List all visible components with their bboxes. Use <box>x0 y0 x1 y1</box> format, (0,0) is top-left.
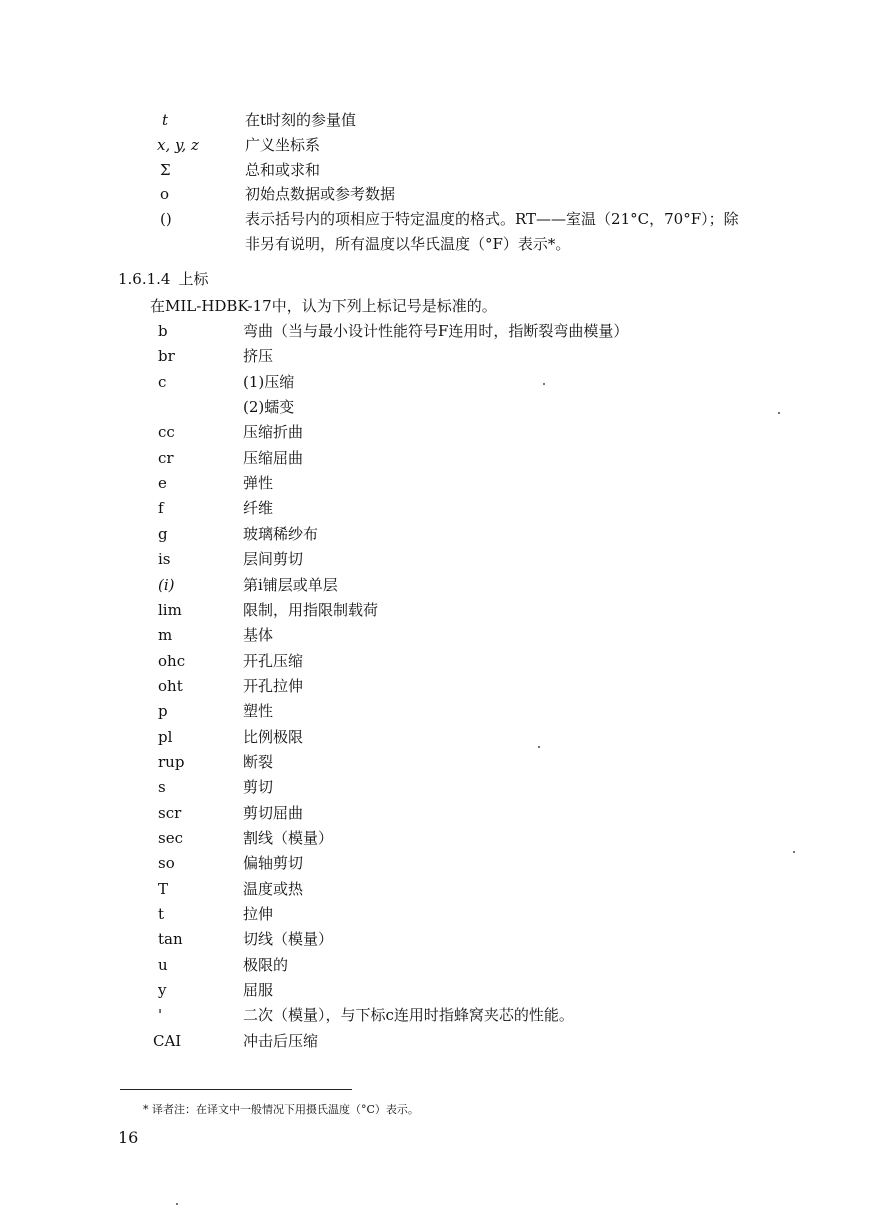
scan-speck <box>793 851 795 853</box>
superscript-symbol: cr <box>158 449 174 467</box>
superscript-definition: 剪切屈曲 <box>243 804 304 822</box>
superscript-symbol: sec <box>158 829 183 847</box>
section-heading <box>118 268 209 289</box>
scan-speck <box>538 746 540 748</box>
definition: 初始点数据或参考数据 <box>245 185 396 203</box>
superscript-symbol: oht <box>158 677 183 695</box>
superscript-definition: 冲击后压缩 <box>243 1032 319 1050</box>
symbol: Σ <box>160 161 171 179</box>
superscript-symbol: cc <box>158 423 175 441</box>
scan-speck <box>543 383 545 385</box>
definition: 在t时刻的参量值 <box>245 111 357 129</box>
superscript-symbol: is <box>158 550 171 568</box>
superscript-symbol: g <box>158 525 168 543</box>
superscript-definition: 温度或热 <box>243 880 304 898</box>
superscript-symbol: e <box>158 474 167 492</box>
superscript-definition: 剪切 <box>243 778 274 796</box>
superscript-symbol: (i) <box>158 576 175 594</box>
superscript-definition: 弹性 <box>243 474 274 492</box>
superscript-definition: 压缩折曲 <box>243 423 304 441</box>
superscript-symbol: ' <box>158 1006 163 1024</box>
superscript-symbol: p <box>158 702 168 720</box>
section-title: 上标 <box>178 270 209 288</box>
superscript-definition: 基体 <box>243 626 274 644</box>
superscript-definition: 限制，用指限制载荷 <box>243 601 379 619</box>
definition: 广义坐标系 <box>245 136 321 154</box>
superscript-definition: 塑性 <box>243 702 274 720</box>
superscript-definition: (1)压缩 <box>243 373 295 391</box>
definition: 总和或求和 <box>245 161 321 179</box>
page-number: 16 <box>118 1128 139 1147</box>
superscript-symbol: rup <box>158 753 185 771</box>
superscript-symbol: u <box>158 956 168 974</box>
footnote-rule <box>120 1089 352 1090</box>
scan-speck <box>778 412 780 414</box>
footnote: * 译者注：在译文中一般情况下用摄氏温度（°C）表示。 <box>143 1103 419 1116</box>
scan-speck <box>176 1203 178 1205</box>
superscript-symbol: CAI <box>153 1032 182 1050</box>
superscript-symbol: so <box>158 854 175 872</box>
superscript-symbol: s <box>158 778 166 796</box>
superscript-definition: 挤压 <box>243 347 274 365</box>
superscript-definition: 偏轴剪切 <box>243 854 304 872</box>
superscript-definition: 切线（模量） <box>243 930 334 948</box>
symbol: x, y, z <box>157 136 199 154</box>
definition-continuation: 非另有说明，所有温度以华氏温度（°F）表示*。 <box>245 235 571 253</box>
superscript-symbol: lim <box>158 601 182 619</box>
superscript-definition: 开孔拉伸 <box>243 677 304 695</box>
superscript-definition: 层间剪切 <box>243 550 304 568</box>
superscript-symbol: y <box>158 981 167 999</box>
superscript-definition: 纤维 <box>243 499 274 517</box>
superscript-definition: 玻璃稀纱布 <box>243 525 319 543</box>
superscript-definition: 压缩屈曲 <box>243 449 304 467</box>
superscript-symbol: br <box>158 347 175 365</box>
superscript-definition: 二次（模量），与下标c连用时指蜂窝夹芯的性能。 <box>243 1006 574 1024</box>
symbol: () <box>160 210 172 228</box>
symbol: o <box>160 185 170 203</box>
definition: 表示括号内的项相应于特定温度的格式。RT——室温（21°C，70°F）；除 <box>245 210 739 228</box>
superscript-symbol: scr <box>158 804 182 822</box>
superscript-symbol: m <box>158 626 173 644</box>
superscript-symbol: tan <box>158 930 183 948</box>
section-number: 1.6.1.4 <box>118 270 171 288</box>
section-intro: 在MIL-HDBK-17中，认为下列上标记号是标准的。 <box>150 297 497 315</box>
superscript-symbol: pl <box>158 728 173 746</box>
superscript-symbol: f <box>158 499 164 517</box>
superscript-definition: 割线（模量） <box>243 829 334 847</box>
superscript-definition: 第i铺层或单层 <box>243 576 338 594</box>
superscript-definition: (2)蠕变 <box>243 398 295 416</box>
superscript-symbol: ohc <box>158 652 186 670</box>
superscript-definition: 断裂 <box>243 753 274 771</box>
superscript-definition: 极限的 <box>243 956 289 974</box>
symbol: t <box>162 111 169 129</box>
superscript-definition: 屈服 <box>243 981 274 999</box>
superscript-symbol: b <box>158 322 168 340</box>
superscript-symbol: t <box>158 905 165 923</box>
superscript-definition: 开孔压缩 <box>243 652 304 670</box>
superscript-symbol: c <box>158 373 167 391</box>
superscript-definition: 弯曲（当与最小设计性能符号F连用时，指断裂弯曲模量） <box>243 322 629 340</box>
superscript-symbol: T <box>158 880 169 898</box>
superscript-definition: 拉伸 <box>243 905 274 923</box>
superscript-definition: 比例极限 <box>243 728 304 746</box>
